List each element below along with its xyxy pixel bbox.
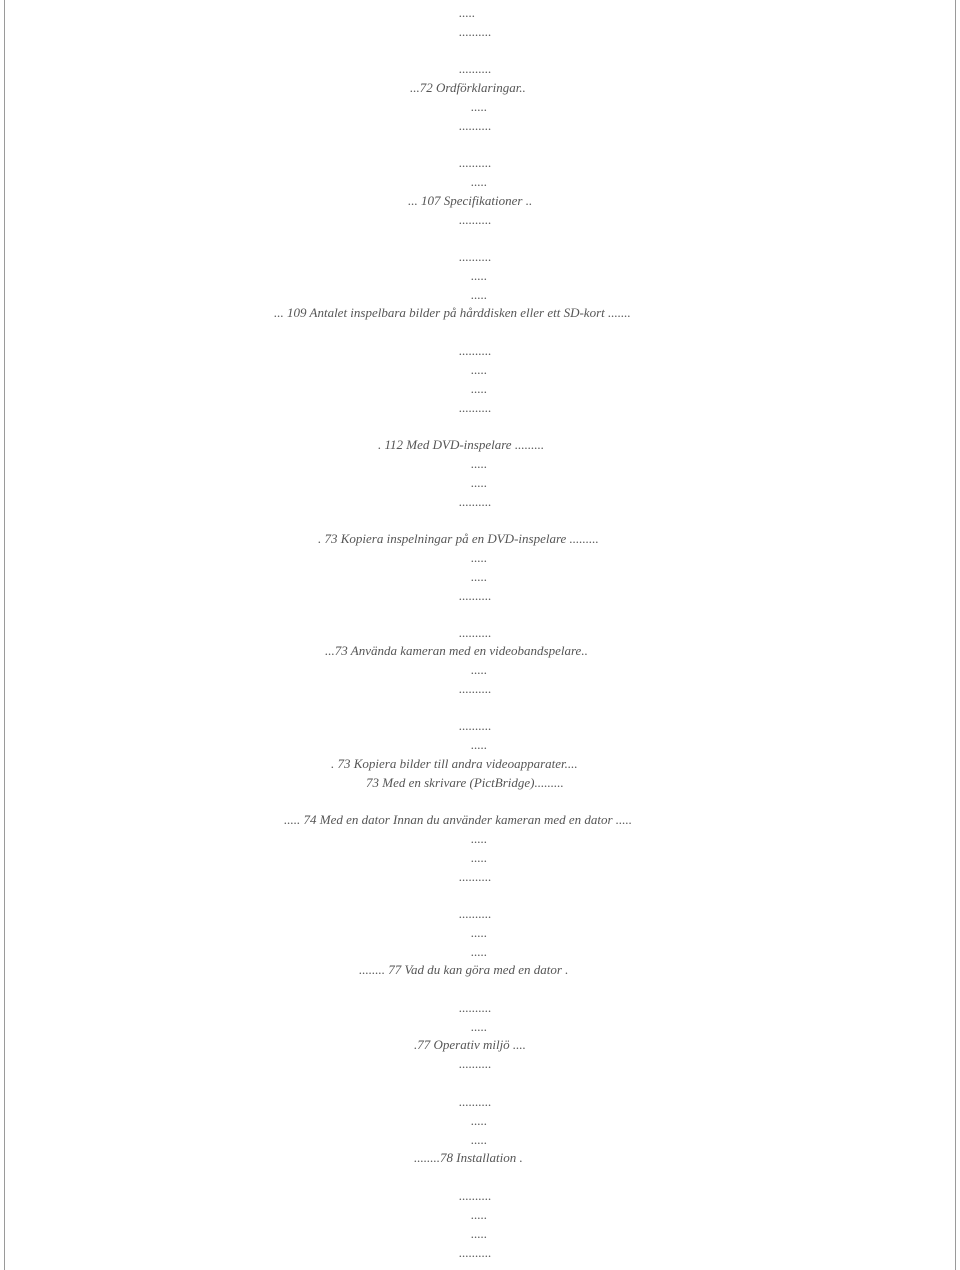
text-line: ..........: [459, 343, 492, 358]
text-line: ..........: [459, 1000, 492, 1015]
text-line: .....: [471, 287, 488, 302]
text-line: ..........: [459, 24, 492, 39]
text-line: .....: [471, 831, 488, 846]
text-line: .....: [471, 944, 488, 959]
text-line: . 73 Kopiera inspelningar på en DVD-inspelare .........: [318, 531, 599, 546]
text-line: ..........: [459, 718, 492, 733]
text-line: . 112 Med DVD-inspelare .........: [378, 437, 545, 452]
text-line: .....: [471, 174, 488, 189]
text-line: .....: [471, 268, 488, 283]
text-line: .....: [471, 662, 488, 677]
text-line: ..........: [459, 625, 492, 640]
text-line: ..........: [459, 155, 492, 170]
text-line: ..........: [459, 1245, 492, 1260]
text-line: ... 107 Specifikationer ..: [408, 193, 533, 208]
text-line: 73 Med en skrivare (PictBridge).........: [366, 775, 564, 790]
text-line: ..........: [459, 588, 492, 603]
text-line: ........78 Installation .: [414, 1150, 523, 1165]
text-line: ..........: [459, 1056, 492, 1071]
text-line: .....: [471, 925, 488, 940]
text-line: .....: [471, 362, 488, 377]
text-line: .....: [471, 1132, 488, 1147]
text-line: .....: [471, 381, 488, 396]
text-line: .....: [471, 456, 488, 471]
text-line: ..........: [459, 869, 492, 884]
text-line: ..........: [459, 1094, 492, 1109]
text-line: ..........: [459, 681, 492, 696]
text-line: .....: [471, 1207, 488, 1222]
text-line: ..........: [459, 212, 492, 227]
text-line: . 73 Kopiera bilder till andra videoapparater....: [331, 756, 578, 771]
text-line: ........ 77 Vad du kan göra med en dator .: [359, 962, 569, 977]
text-line: .....: [459, 5, 476, 20]
text-line: ... 109 Antalet inspelbara bilder på hårddisken eller ett SD-kort .......: [274, 305, 631, 320]
text-line: ..........: [459, 61, 492, 76]
text-line: ..........: [459, 494, 492, 509]
text-line: .....: [471, 475, 488, 490]
text-line: .....: [471, 569, 488, 584]
page-left-edge: [4, 0, 5, 1270]
text-line: ..........: [459, 906, 492, 921]
text-line: .....: [471, 99, 488, 114]
text-line: ..........: [459, 400, 492, 415]
text-line: .77 Operativ miljö ....: [414, 1037, 526, 1052]
text-line: ..........: [459, 118, 492, 133]
text-line: .....: [471, 550, 488, 565]
text-line: ..... 74 Med en dator Innan du använder kameran med en dator .....: [284, 812, 633, 827]
text-line: .....: [471, 1113, 488, 1128]
text-line: ...73 Använda kameran med en videobandspelare..: [325, 643, 588, 658]
text-line: ..........: [459, 1188, 492, 1203]
text-line: ..........: [459, 249, 492, 264]
text-line: ...72 Ordförklaringar..: [410, 80, 526, 95]
text-line: .....: [471, 850, 488, 865]
text-line: .....: [471, 1226, 488, 1241]
text-line: .....: [471, 1019, 488, 1034]
text-line: .....: [471, 737, 488, 752]
page-right-edge: [955, 0, 956, 1270]
